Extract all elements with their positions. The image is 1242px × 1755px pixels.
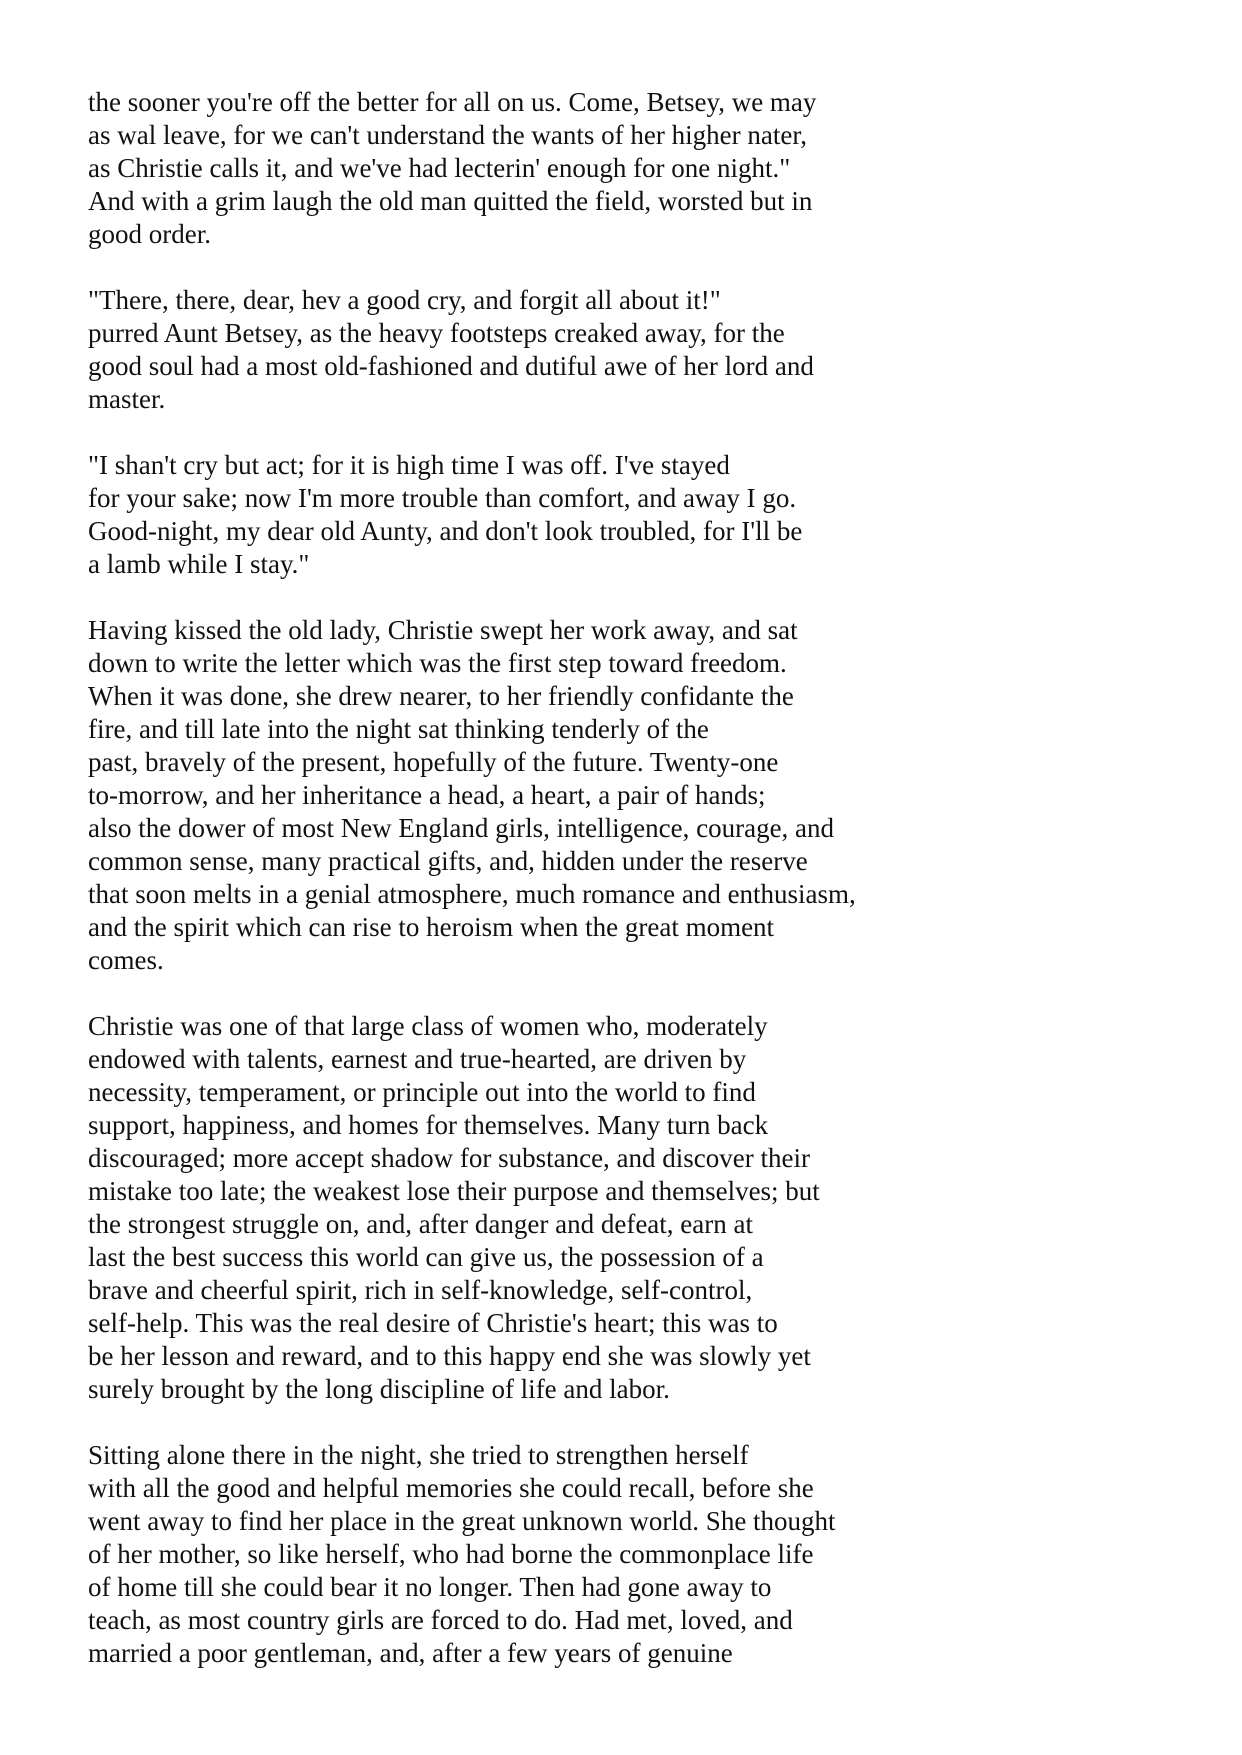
text-line: be her lesson and reward, and to this happy end she was slowly yet: [88, 1341, 811, 1371]
text-line: to-morrow, and her inheritance a head, a heart, a pair of hands;: [88, 780, 766, 810]
document-page: [88, 86, 1188, 1703]
text-line: Having kissed the old lady, Christie swept her work away, and sat: [88, 615, 798, 645]
text-line: "I shan't cry but act; for it is high time I was off. I've stayed: [88, 450, 730, 480]
text-line: good soul had a most old-fashioned and dutiful awe of her lord and: [88, 351, 814, 381]
text-line: married a poor gentleman, and, after a few years of genuine: [88, 1638, 733, 1668]
text-line: also the dower of most New England girls, intelligence, courage, and: [88, 813, 835, 843]
text-line: surely brought by the long discipline of life and labor.: [88, 1374, 670, 1404]
paragraph-5: [88, 1010, 1188, 1406]
text-line: last the best success this world can give us, the possession of a: [88, 1242, 764, 1272]
paragraph-2: [88, 284, 1188, 416]
text-line: teach, as most country girls are forced to do. Had met, loved, and: [88, 1605, 793, 1635]
text-line: the sooner you're off the better for all on us. Come, Betsey, we may: [88, 87, 817, 117]
paragraph-1: [88, 86, 1188, 251]
text-line: purred Aunt Betsey, as the heavy footsteps creaked away, for the: [88, 318, 785, 348]
text-line: with all the good and helpful memories she could recall, before she: [88, 1473, 814, 1503]
text-line: down to write the letter which was the first step toward freedom.: [88, 648, 787, 678]
text-line: that soon melts in a genial atmosphere, much romance and enthusiasm,: [88, 879, 856, 909]
text-line: comes.: [88, 945, 164, 975]
text-line: went away to find her place in the great unknown world. She thought: [88, 1506, 836, 1536]
text-line: of home till she could bear it no longer. Then had gone away to: [88, 1572, 772, 1602]
text-line: as Christie calls it, and we've had lecterin' enough for one night.": [88, 153, 791, 183]
text-line: Good-night, my dear old Aunty, and don't look troubled, for I'll be: [88, 516, 803, 546]
text-line: brave and cheerful spirit, rich in self-knowledge, self-control,: [88, 1275, 753, 1305]
text-line: mistake too late; the weakest lose their purpose and themselves; but: [88, 1176, 820, 1206]
text-line: And with a grim laugh the old man quitted the field, worsted but in: [88, 186, 813, 216]
text-line: a lamb while I stay.": [88, 549, 310, 579]
text-line: When it was done, she drew nearer, to her friendly confidante the: [88, 681, 794, 711]
text-line: the strongest struggle on, and, after danger and defeat, earn at: [88, 1209, 753, 1239]
text-line: good order.: [88, 219, 211, 249]
paragraph-3: [88, 449, 1188, 581]
text-line: fire, and till late into the night sat thinking tenderly of the: [88, 714, 709, 744]
text-line: for your sake; now I'm more trouble than comfort, and away I go.: [88, 483, 797, 513]
text-line: common sense, many practical gifts, and, hidden under the reserve: [88, 846, 808, 876]
text-line: support, happiness, and homes for themselves. Many turn back: [88, 1110, 769, 1140]
text-line: and the spirit which can rise to heroism when the great moment: [88, 912, 775, 942]
text-line: Christie was one of that large class of women who, moderately: [88, 1011, 768, 1041]
text-line: necessity, temperament, or principle out into the world to find: [88, 1077, 756, 1107]
text-line: "There, there, dear, hev a good cry, and forgit all about it!": [88, 285, 721, 315]
text-line: as wal leave, for we can't understand the wants of her higher nater,: [88, 120, 807, 150]
text-line: Sitting alone there in the night, she tried to strengthen herself: [88, 1440, 749, 1470]
text-line: past, bravely of the present, hopefully of the future. Twenty-one: [88, 747, 779, 777]
paragraph-6: [88, 1439, 1188, 1670]
paragraph-4: [88, 614, 1188, 977]
text-line: endowed with talents, earnest and true-hearted, are driven by: [88, 1044, 747, 1074]
text-line: self-help. This was the real desire of Christie's heart; this was to: [88, 1308, 778, 1338]
text-line: master.: [88, 384, 166, 414]
text-line: discouraged; more accept shadow for substance, and discover their: [88, 1143, 810, 1173]
text-line: of her mother, so like herself, who had borne the commonplace life: [88, 1539, 814, 1569]
